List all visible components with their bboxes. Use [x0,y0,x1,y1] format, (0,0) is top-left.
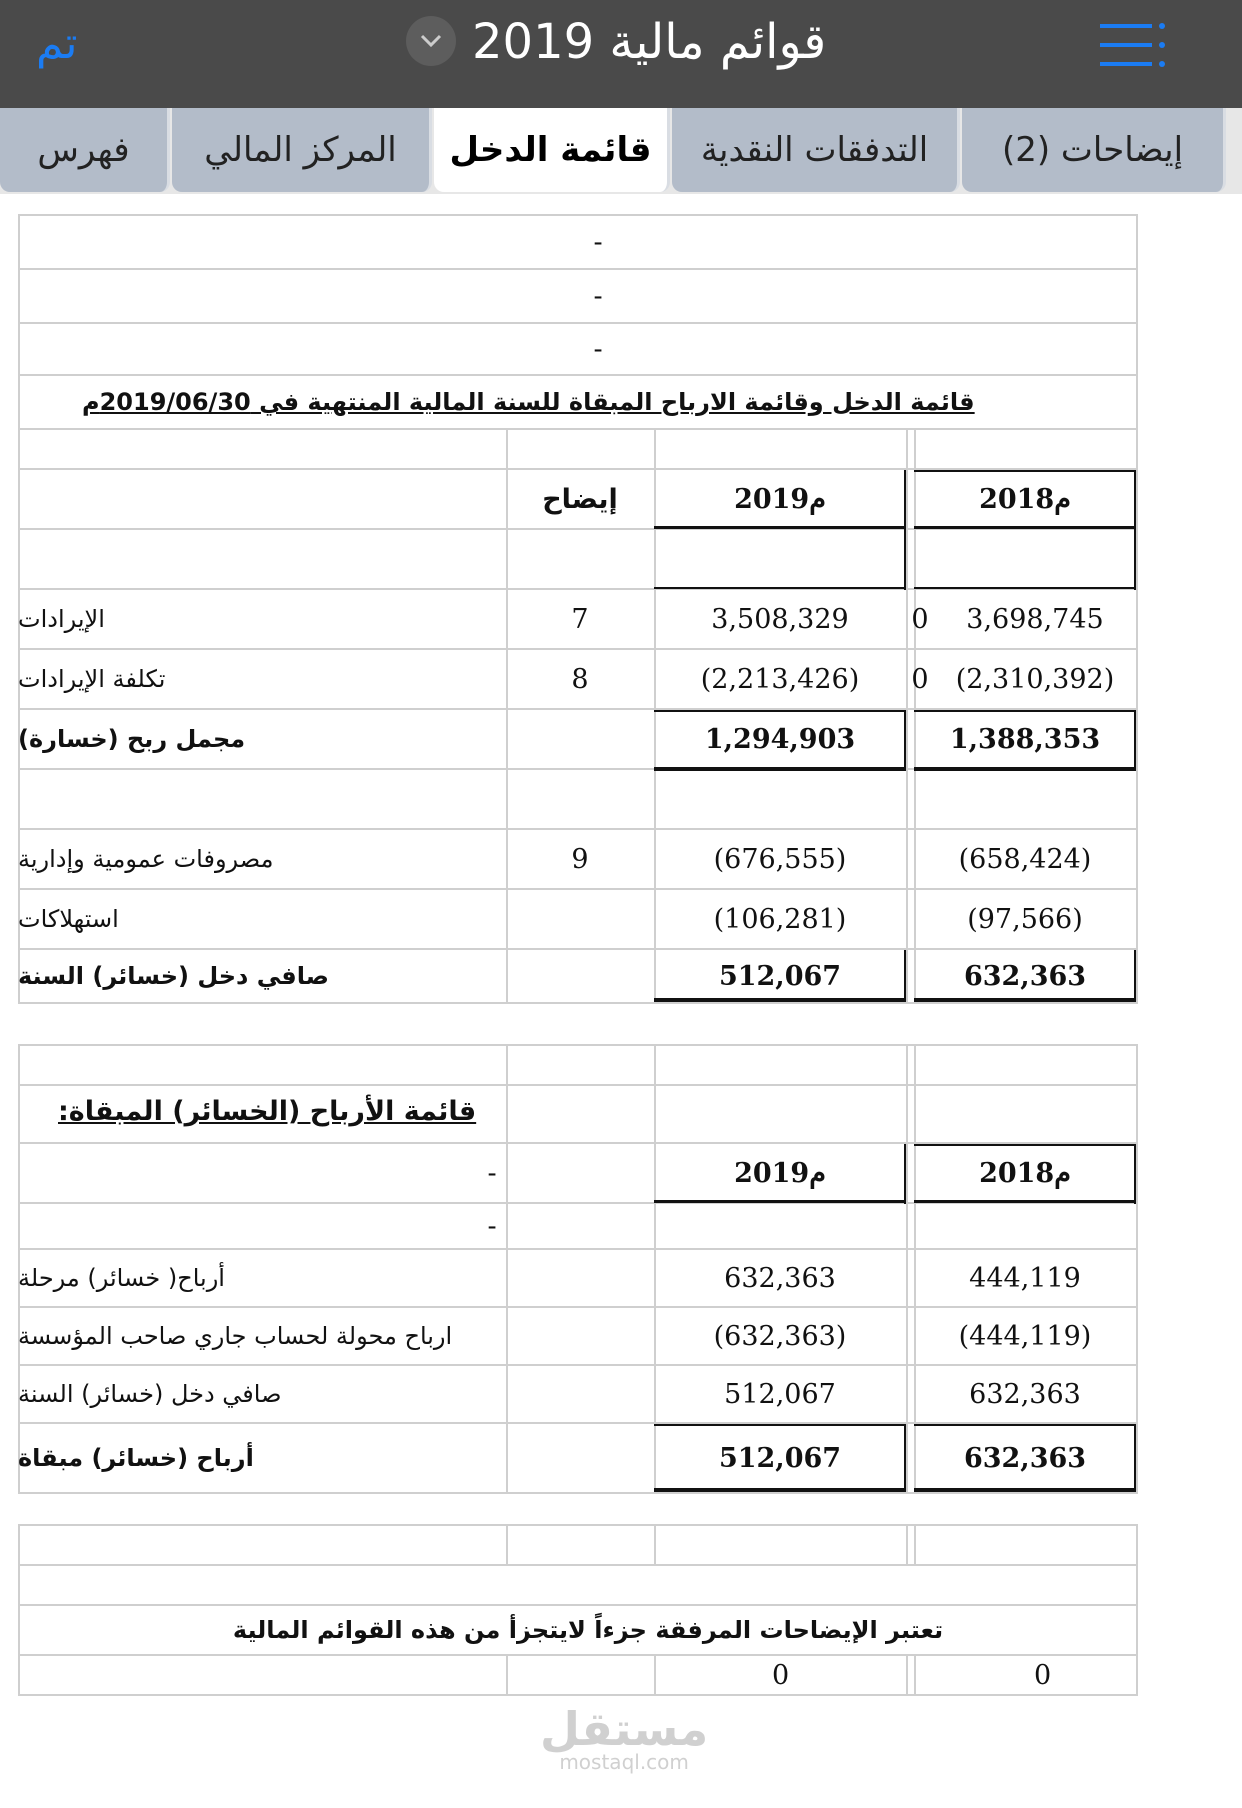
table-row: 0 0 [18,1656,1138,1696]
table-row [18,430,1138,470]
tab-notes-2[interactable]: إيضاحات (2) [962,108,1226,192]
table-row: أرباح (خسائر) مبقاة 512,067 632,363 [18,1424,1138,1494]
row-label: صافي دخل (خسائر) السنة [18,962,329,990]
table-row: - [18,1204,1138,1250]
table-row: مجمل ربح (خسارة) 1,294,903 1,388,353 [18,710,1138,770]
table-row: تكلفة الإيرادات 8 (2,213,426) 0 (2,310,392) [18,650,1138,710]
row-label: الإيرادات [18,605,105,633]
row-label: استهلاكات [18,905,119,933]
table-row: مصروفات عمومية وإدارية 9 (676,555) (658,424) [18,830,1138,890]
table-row: - [18,216,1138,270]
row-label: صافي دخل (خسائر) السنة [18,1380,282,1408]
table-header-row [18,470,1138,530]
watermark-logo: مستقل [540,1702,709,1756]
table-row: صافي دخل (خسائر) السنة 512,067 632,363 [18,950,1138,1004]
table-row [18,770,1138,830]
tab-index[interactable]: فهرس [0,108,170,192]
table-row: - [18,270,1138,324]
tab-cash-flows[interactable]: التدفقات النقدية [672,108,960,192]
table-row [18,1046,1138,1086]
title-dropdown-button[interactable] [406,16,456,66]
done-button[interactable]: تم [36,18,78,69]
year-2018-header: 2018م [979,483,1071,515]
app-header [0,0,1242,108]
watermark-site: mostaql.com [559,1750,689,1774]
table-row: - [18,324,1138,376]
table-row: الإيرادات 7 3,508,329 0 3,698,745 [18,590,1138,650]
table-row [18,1086,1138,1144]
table-row [18,1566,1138,1606]
table-row [18,1526,1138,1566]
table-row [18,1606,1138,1656]
document-title: قوائم مالية 2019 [472,14,827,70]
table-row [18,376,1138,430]
row-label: تكلفة الإيرادات [18,665,166,693]
row-label: ارباح محولة لحساب جاري صاحب المؤسسة [18,1322,453,1350]
chevron-down-icon [419,31,443,51]
table-row: استهلاكات (106,281) (97,566) [18,890,1138,950]
table-row: أرباح( خسائر) مرحلة 632,363 444,119 [18,1250,1138,1308]
list-menu-icon [1098,22,1168,68]
year-2019-header: 2019م [734,1157,826,1189]
table-row: ارباح محولة لحساب جاري صاحب المؤسسة (632,363) (444,119) [18,1308,1138,1366]
row-label: أرباح( خسائر) مرحلة [18,1264,225,1292]
row-label: مجمل ربح (خسارة) [18,725,246,753]
retained-earnings-title: قائمة الأرباح (الخسائر) المبقاة: [58,1096,477,1127]
tab-income-statement[interactable]: قائمة الدخل [434,108,670,192]
year-2018-header: 2018م [979,1157,1071,1189]
year-2019-header: 2019م [734,483,826,515]
note-column-header: إيضاح [542,483,618,515]
income-statement-title: قائمة الدخل وقائمة الارباح المبقاة للسنة المالية المنتهية في 2019/06/30م [82,388,975,416]
sheet-tabs [0,108,1242,194]
table-row: صافي دخل (خسائر) السنة 512,067 632,363 [18,1366,1138,1424]
table-row [18,530,1138,590]
table-header-row: - 2019م 2018م [18,1144,1138,1204]
tab-financial-position[interactable]: المركز المالي [172,108,432,192]
row-label: أرباح (خسائر) مبقاة [18,1444,254,1472]
footnote: تعتبر الإيضاحات المرفقة جزءاً لايتجزأ من هذه القوائم المالية [232,1616,944,1644]
row-label: مصروفات عمومية وإدارية [18,845,274,873]
mostaql-watermark [540,1702,708,1774]
list-menu-button[interactable] [1098,22,1168,68]
